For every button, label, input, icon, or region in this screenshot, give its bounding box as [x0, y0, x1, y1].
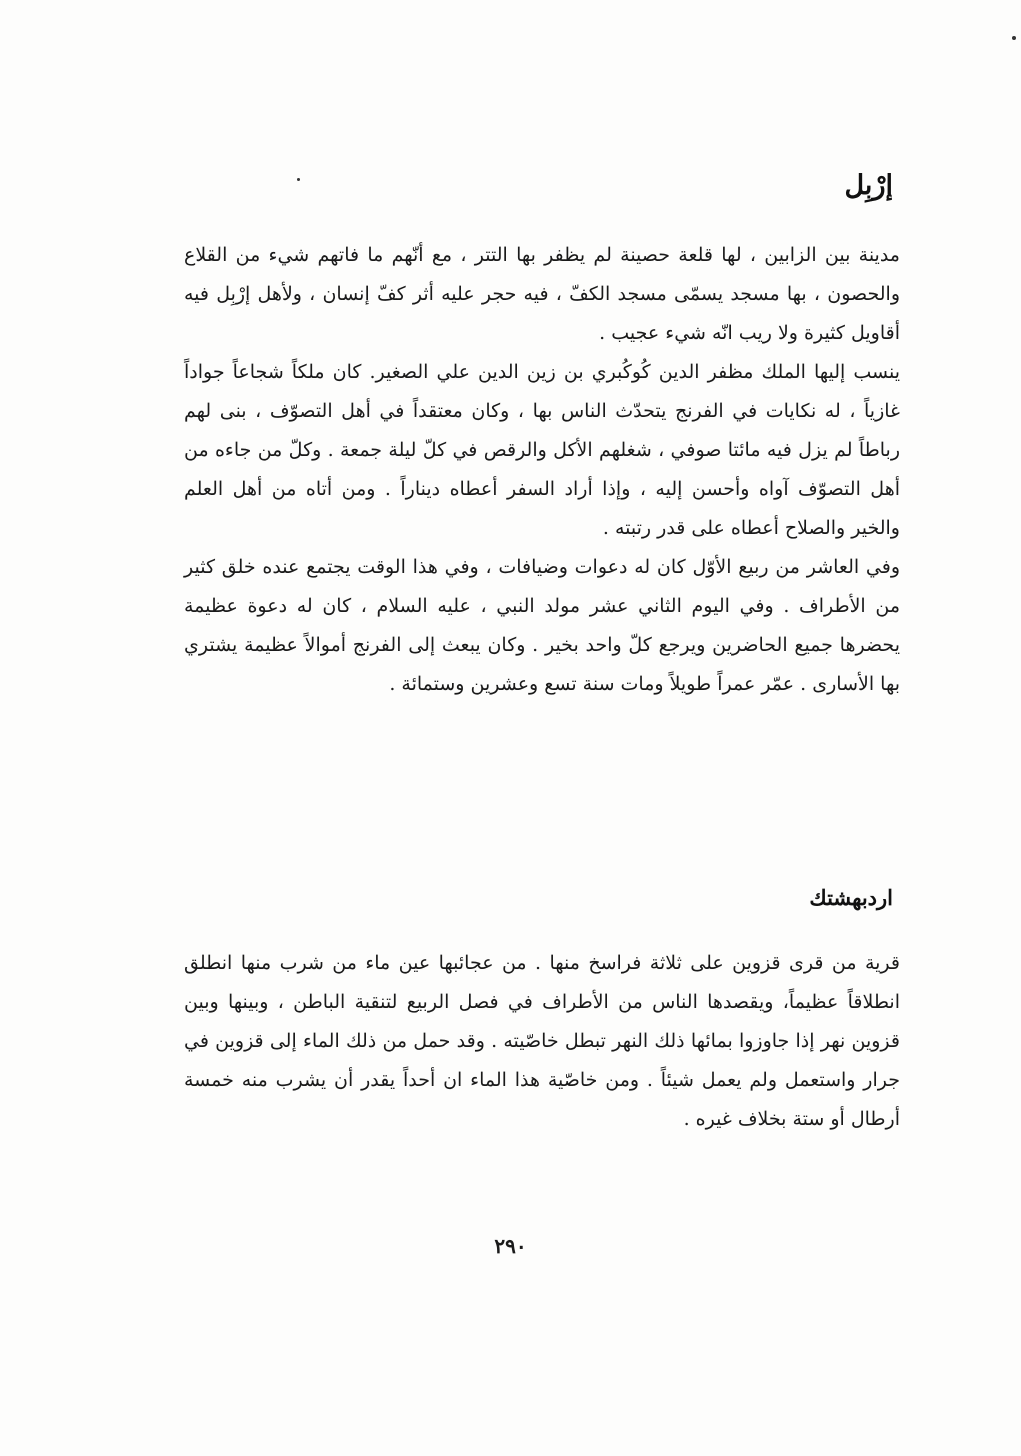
paragraph: وفي العاشر من ربيع الأوّل كان له دعوات وضيافات ، وفي هذا الوقت يجتمع عنده خلق كثير من الأطراف . وفي اليوم الثاني عشر مولد النبي ، عليه السلام ، كان له دعوة عظيمة يحضرها جميع الحاضرين ويرجع كلّ واحد بخير . وكان يبعث إلى الفرنج أموالاً عظيمة يشتري بها الأسارى . عمّر عمراً طويلاً ومات سنة تسع وعشرين وستمائة . [184, 556, 900, 695]
entry-body-irbil [184, 236, 900, 704]
paragraph: قرية من قرى قزوين على ثلاثة فراسخ منها . من عجائبها عين ماء من شرب منها انطلق انطلاقاً عظيماً، ويقصدها الناس من الأطراف في فصل الربيع لتنقية الباطن ، وبينها وبين قزوين نهر إذا جاوزوا بمائها ذلك النهر تبطل خاصّيته . وقد حمل من ذلك الماء إلى قزوين في جرار واستعمل ولم يعمل شيئاً . ومن خاصّية هذا الماء ان أحداً يقدر أن يشرب منه خمسة أرطال أو ستة بخلاف غيره . [184, 952, 900, 1130]
entry-title-irbil: إرْبِل [844, 170, 893, 201]
entry-body-ardabahshtak [184, 944, 900, 1139]
page-number: ٢٩٠ [494, 1234, 527, 1258]
scan-speck [1012, 36, 1016, 40]
scan-speck [297, 178, 300, 181]
paragraph: ينسب إليها الملك مظفر الدين كُوكُبري بن زين الدين علي الصغير. كان ملكاً شجاعاً جواداً غازياً ، له نكايات في الفرنج يتحدّث الناس بها ، وكان معتقداً في أهل التصوّف ، بنى لهم رباطاً لم يزل فيه مائتا صوفي ، شغلهم الأكل والرقص في كلّ ليلة جمعة . وكلّ من جاءه من أهل التصوّف آواه وأحسن إليه ، وإذا أراد السفر أعطاه ديناراً . ومن أتاه من أهل العلم والخير والصلاح أعطاه على قدر رتبته . [184, 361, 900, 539]
entry-title-ardabahshtak: اردبهشتك [809, 885, 893, 910]
paragraph: مدينة بين الزابين ، لها قلعة حصينة لم يظفر بها التتر ، مع أنّهم ما فاتهم شيء من القلاع والحصون ، بها مسجد يسمّى مسجد الكفّ ، فيه حجر عليه أثر كفّ إنسان ، ولأهل إرْبِل فيه أقاويل كثيرة ولا ريب انّه شيء عجيب . [184, 244, 900, 344]
